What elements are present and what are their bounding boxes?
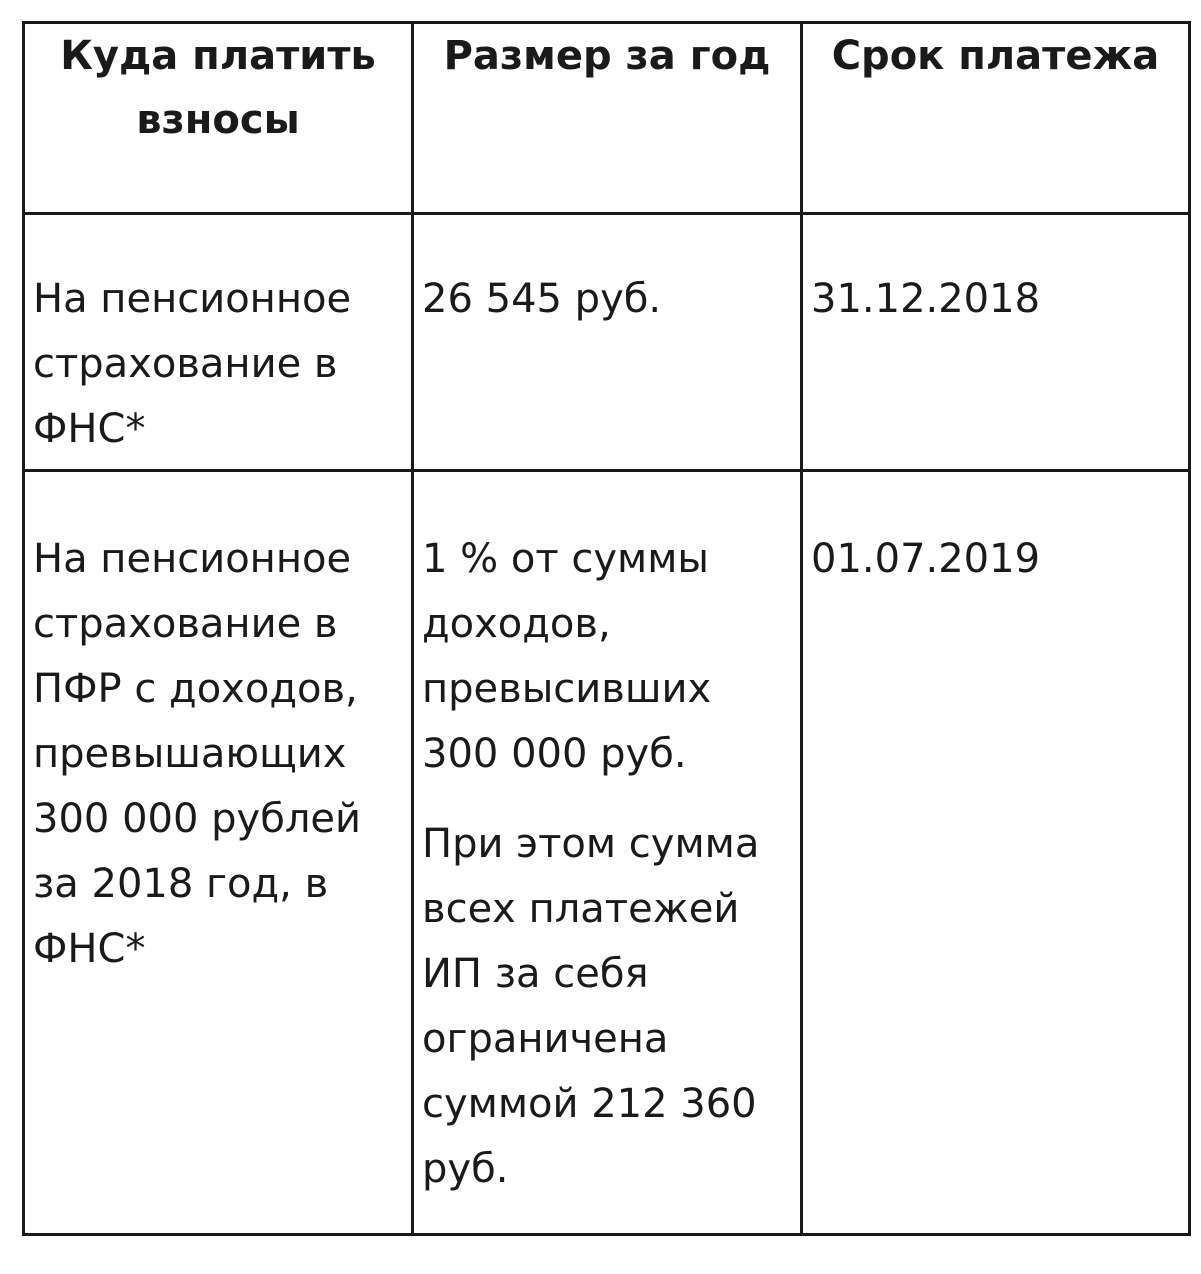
cell-deadline	[802, 471, 1190, 1235]
cell-deadline	[802, 214, 1190, 471]
header-destination: Куда платить взносы	[24, 23, 413, 214]
cell-amount	[413, 214, 802, 471]
amount-paragraph: 1 % от суммы доходов, превысивших 300 000 руб.	[422, 536, 712, 777]
cell-amount	[413, 471, 802, 1235]
header-deadline: Срок платежа	[802, 23, 1190, 214]
amount-text	[414, 215, 800, 332]
contributions-table	[22, 21, 1191, 1236]
table-row	[24, 214, 1190, 471]
amount-text	[414, 472, 800, 1202]
deadline-text: 01.07.2019	[811, 536, 1041, 582]
amount-paragraph: 26 545 руб.	[422, 276, 662, 322]
header-amount: Размер за год	[413, 23, 802, 214]
table-row	[24, 471, 1190, 1235]
table-header-row	[24, 23, 1190, 214]
destination-text: На пенсионное страхование в ФНС*	[33, 276, 352, 452]
destination-text: На пенсионное страхование в ПФР с доходов, превышающих 300 000 рублей за 2018 год, в ФНС*	[33, 536, 362, 972]
cell-destination	[24, 214, 413, 471]
amount-note-paragraph: При этом сумма всех платежей ИП за себя ограничена суммой 212 360 руб.	[422, 821, 760, 1192]
cell-destination	[24, 471, 413, 1235]
deadline-text: 31.12.2018	[811, 276, 1041, 322]
